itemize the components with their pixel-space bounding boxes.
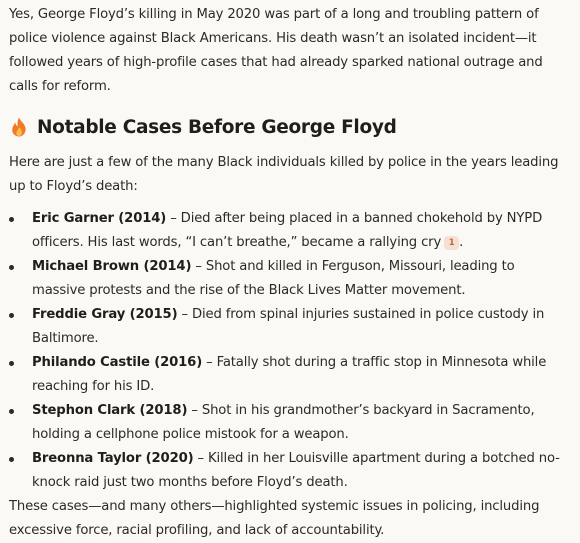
case-name: Stephon Clark (2018) — [32, 403, 188, 418]
section-title: Notable Cases Before George Floyd — [37, 116, 397, 138]
bullet — [9, 457, 14, 462]
case-tail: . — [459, 235, 464, 250]
cases-list — [9, 207, 571, 495]
lead-paragraph: Here are just a few of the many Black individuals killed by police in the years leading up to Floyd’s death: — [9, 155, 559, 194]
closing-paragraph: These cases—and many others—highlighted systemic issues in policing, including excessive force, racial profiling, and lack of accountability. — [9, 499, 540, 538]
list-item-philando-castile — [9, 351, 571, 399]
bullet — [9, 313, 14, 318]
list-item-breonna-taylor — [9, 447, 571, 495]
case-description: – Shot and killed in Ferguson, Missouri, leading to massive protests and the rise of the Black Lives Matter movement. — [32, 259, 515, 298]
case-name: Freddie Gray (2015) — [32, 307, 178, 322]
case-name: Eric Garner (2014) — [32, 211, 167, 226]
list-item-eric-garner — [9, 207, 571, 255]
list-item-freddie-gray — [9, 303, 571, 351]
list-item-michael-brown — [9, 255, 571, 303]
bullet — [9, 217, 14, 222]
case-description: – Shot in his grandmother’s backyard in Sacramento, holding a cellphone police mistook for a weapon. — [32, 403, 535, 442]
section-heading — [9, 111, 571, 143]
case-description: – Killed in her Louisville apartment during a botched no-knock raid just two months before Floyd’s death. — [32, 451, 560, 490]
case-description: – Died from spinal injuries sustained in police custody in Baltimore. — [32, 307, 545, 346]
flame-icon — [11, 117, 27, 137]
bullet — [9, 265, 14, 270]
case-description: – Died after being placed in a banned chokehold by NYPD officers. His last words, “I can’t breathe,” became a rallying cry — [32, 211, 543, 250]
case-name: Philando Castile (2016) — [32, 355, 203, 370]
citation-badge[interactable]: 1 — [444, 236, 459, 250]
bullet — [9, 409, 14, 414]
bullet — [9, 361, 14, 366]
case-name: Breonna Taylor (2020) — [32, 451, 194, 466]
case-description: – Fatally shot during a traffic stop in Minnesota while reaching for his ID. — [32, 355, 547, 394]
intro-paragraph: Yes, George Floyd’s killing in May 2020 was part of a long and troubling pattern of police violence against Black Americans. His death wasn’t an isolated incident—it followed years of high-profile cases that had already sparked national outrage and calls for reform. — [9, 7, 543, 94]
case-name: Michael Brown (2014) — [32, 259, 192, 274]
list-item-stephon-clark — [9, 399, 571, 447]
